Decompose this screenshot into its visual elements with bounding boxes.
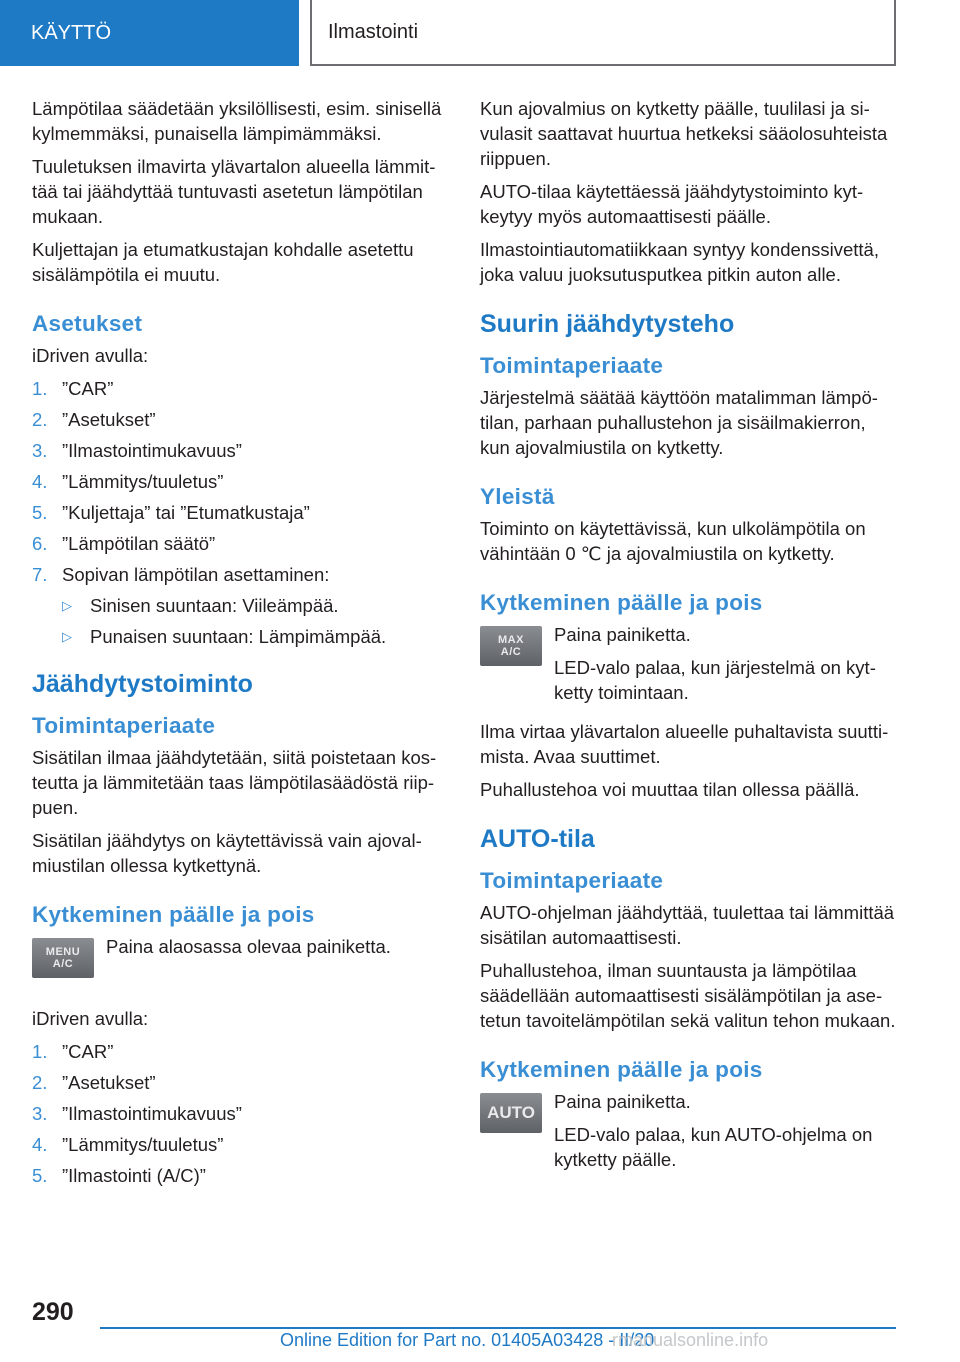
section-tab bbox=[0, 0, 299, 66]
auto-button-icon bbox=[480, 1093, 542, 1133]
max-principle-heading: Toimintaperiaate bbox=[480, 353, 664, 378]
list-item bbox=[32, 438, 452, 463]
triangle-bullet-icon: ▷ bbox=[62, 598, 72, 613]
step-text: ”Lämmitys/tuuletus” bbox=[62, 471, 224, 492]
list-item bbox=[32, 1101, 452, 1126]
list-item bbox=[32, 469, 452, 494]
max-switch-heading: Kytkeminen päälle ja pois bbox=[480, 590, 763, 615]
step-text: ”Ilmastointimukavuus” bbox=[62, 440, 242, 461]
right-column bbox=[480, 96, 896, 1180]
triangle-bullet-icon: ▷ bbox=[62, 629, 72, 644]
step-text: ”CAR” bbox=[62, 1041, 114, 1062]
step-text: ”Asetukset” bbox=[62, 409, 156, 430]
settings-lead: iDriven avulla: bbox=[32, 345, 149, 366]
auto-row bbox=[480, 1089, 896, 1172]
step-number: 2. bbox=[32, 1072, 48, 1093]
step-number: 3. bbox=[32, 1103, 48, 1124]
paragraph: AUTO-ohjelman jäähdyttää, tuulettaa tai lämmittää sisätilan automaattisesti. bbox=[480, 902, 895, 948]
substep-text: Sinisen suuntaan: Viileämpää. bbox=[90, 595, 339, 616]
max-cooling-heading: Suurin jäähdytysteho bbox=[480, 310, 735, 338]
step-number: 4. bbox=[32, 471, 48, 492]
paragraph: Tuuletuksen ilmavirta ylävartalon alueella lämmittää tai jäähdyttää tuntuvasti asetetun lämpötilan mukaan. bbox=[32, 156, 436, 227]
auto-principle-heading: Toimintaperiaate bbox=[480, 868, 664, 893]
chapter-header bbox=[310, 0, 896, 66]
paragraph: Lämpötilaa säädetään yksilöllisesti, esim. sinisellä kylmemmäksi, punaisella lämpimämmäksi. bbox=[32, 98, 442, 144]
button-label: A/C bbox=[500, 646, 522, 658]
button-label: MAX bbox=[498, 634, 524, 646]
substep-text: Punaisen suuntaan: Lämpimämpää. bbox=[90, 626, 387, 647]
step-text: Sopivan lämpötilan asettaminen: bbox=[62, 564, 330, 585]
step-number: 2. bbox=[32, 409, 48, 430]
step-text: ”Ilmastointimukavuus” bbox=[62, 1103, 242, 1124]
list-item bbox=[32, 376, 452, 401]
paragraph: AUTO-tilaa käytettäessä jäähdytystoiminto kytkeytyy myös automaattisesti päälle. bbox=[480, 181, 864, 227]
paragraph: Puhallustehoa, ilman suuntausta ja lämpötilaa säädellään automaattisesti sisälämpötilan ja asetetun tavoitelämpötilan sekä valitun tehon mukaan. bbox=[480, 960, 896, 1031]
paragraph: Sisätilan jäähdytys on käytettävissä vain ajovalmiustilan ollessa kytkettynä. bbox=[32, 830, 422, 876]
list-item bbox=[32, 1163, 452, 1188]
step-text: ”Ilmastointi (A/C)” bbox=[62, 1165, 206, 1186]
auto-heading: AUTO-tila bbox=[480, 825, 595, 853]
step-number: 5. bbox=[32, 502, 48, 523]
cooling-heading: Jäähdytystoiminto bbox=[32, 670, 253, 698]
max-ac-button-icon bbox=[480, 626, 542, 666]
step-number: 1. bbox=[32, 378, 48, 399]
step-number: 3. bbox=[32, 440, 48, 461]
edition-text: Online Edition for Part no. 01405A03428 - II/20 bbox=[280, 1330, 655, 1350]
paragraph: Ilma virtaa ylävartalon alueelle puhaltavista suuttimista. Avaa suuttimet. bbox=[480, 721, 889, 767]
button-label: MENU bbox=[45, 946, 81, 958]
list-item bbox=[32, 531, 452, 556]
settings-substeps bbox=[32, 593, 452, 649]
list-item bbox=[32, 407, 452, 432]
watermark: rmanualsonline.info bbox=[612, 1330, 769, 1350]
step-number: 5. bbox=[32, 1165, 48, 1186]
step-text: ”Lämmitys/tuuletus” bbox=[62, 1134, 224, 1155]
list-item bbox=[32, 593, 452, 618]
step-number: 6. bbox=[32, 533, 48, 554]
button-label: A/C bbox=[52, 958, 74, 970]
step-number: 7. bbox=[32, 564, 48, 585]
settings-heading: Asetukset bbox=[32, 311, 143, 336]
paragraph: Paina alaosassa olevaa painiketta. bbox=[106, 936, 391, 957]
paragraph: Toiminto on käytettävissä, kun ulkolämpötila on vähintään 0 ℃ ja ajovalmiustila on kytketty. bbox=[480, 518, 866, 564]
list-item bbox=[32, 562, 452, 587]
paragraph: LED-valo palaa, kun AUTO-ohjelma on kytketty päälle. bbox=[554, 1124, 873, 1170]
max-ac-row bbox=[480, 622, 896, 705]
auto-switch-heading: Kytkeminen päälle ja pois bbox=[480, 1057, 763, 1082]
chapter-title: Ilmastointi bbox=[328, 20, 419, 43]
step-text: ”Asetukset” bbox=[62, 1072, 156, 1093]
cooling-principle-heading: Toimintaperiaate bbox=[32, 713, 216, 738]
paragraph: Järjestelmä säätää käyttöön matalimman lämpötilan, parhaan puhallustehon ja sisäilmakierron, kun ajovalmiustila on kytketty. bbox=[480, 387, 878, 458]
page-number: 290 bbox=[32, 1298, 74, 1326]
list-item bbox=[32, 1039, 452, 1064]
left-column bbox=[32, 96, 452, 1194]
settings-steps bbox=[32, 376, 452, 587]
paragraph: Paina painiketta. bbox=[554, 624, 691, 645]
paragraph: Puhallustehoa voi muuttaa tilan ollessa päällä. bbox=[480, 779, 860, 800]
menu-ac-button-icon bbox=[32, 938, 94, 978]
list-item bbox=[32, 1070, 452, 1095]
step-text: ”Lämpötilan säätö” bbox=[62, 533, 216, 554]
step-text: ”Kuljettaja” tai ”Etumatkustaja” bbox=[62, 502, 310, 523]
menu-ac-row bbox=[32, 934, 452, 1002]
list-item bbox=[32, 500, 452, 525]
footer-divider bbox=[100, 1327, 896, 1329]
cooling-steps bbox=[32, 1039, 452, 1188]
cooling-switch-heading: Kytkeminen päälle ja pois bbox=[32, 902, 315, 927]
paragraph: Kun ajovalmius on kytketty päälle, tuulilasi ja sivulasit saattavat huurtua hetkeksi sääolosuhteista riippuen. bbox=[480, 98, 888, 169]
cooling-lead: iDriven avulla: bbox=[32, 1008, 149, 1029]
list-item bbox=[32, 624, 452, 649]
paragraph: Ilmastointiautomatiikkaan syntyy kondenssivettä, joka valuu juoksutusputkea pitkin auton alle. bbox=[480, 239, 879, 285]
section-title: KÄYTTÖ bbox=[31, 21, 112, 44]
step-text: ”CAR” bbox=[62, 378, 114, 399]
button-label: AUTO bbox=[487, 1103, 535, 1122]
paragraph: LED-valo palaa, kun järjestelmä on kytketty toimintaan. bbox=[554, 657, 876, 703]
list-item bbox=[32, 1132, 452, 1157]
paragraph: Sisätilan ilmaa jäähdytetään, siitä poistetaan kosteutta ja lämmitetään taas lämpötilasäädöstä riippuen. bbox=[32, 747, 437, 818]
general-heading: Yleistä bbox=[480, 484, 555, 509]
paragraph: Kuljettajan ja etumatkustajan kohdalle asetettu sisälämpötila ei muutu. bbox=[32, 239, 414, 285]
step-number: 1. bbox=[32, 1041, 48, 1062]
paragraph: Paina painiketta. bbox=[554, 1091, 691, 1112]
step-number: 4. bbox=[32, 1134, 48, 1155]
